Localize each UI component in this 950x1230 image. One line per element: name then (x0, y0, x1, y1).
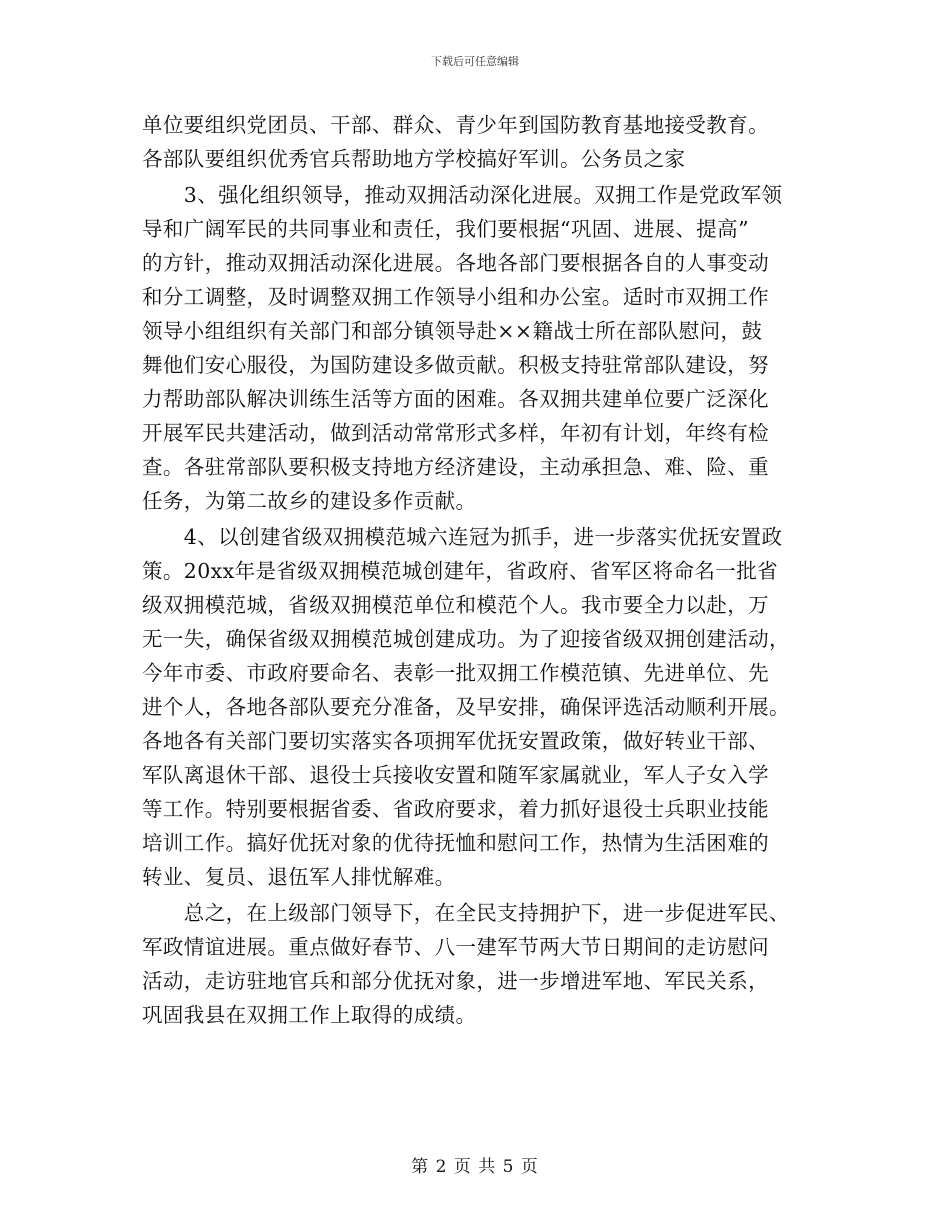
text-line: 进个人，各地各部队要充分准备，及早安排，确保评选活动顺利开展。 (142, 695, 790, 719)
paragraph (142, 108, 812, 176)
text-line: 舞他们安心服役，为国防建设多做贡献。积极支持驻常部队建设，努 (142, 353, 769, 377)
text-line: 导和广阔军民的共同事业和责任，我们要根据“巩固、进展、提高” (142, 217, 749, 241)
text-line: 活动，走访驻地官兵和部分优抚对象，进一步增进军地、军民关系， (142, 969, 769, 993)
text-line: 培训工作。搞好优抚对象的优待抚恤和慰问工作，热情为生活困难的 (142, 831, 769, 855)
text-line: 等工作。特别要根据省委、省政府要求，着力抓好退役士兵职业技能 (142, 797, 769, 821)
text-line: 和分工调整，及时调整双拥工作领导小组和办公室。适时市双拥工作 (142, 285, 769, 309)
paragraph (142, 520, 812, 894)
text-line: 无一失，确保省级双拥模范城创建成功。为了迎接省级双拥创建活动， (142, 627, 790, 651)
text-line: 查。各驻常部队要积极支持地方经济建设，主动承担急、难、险、重 (142, 455, 769, 479)
text-line: 领导小组组织有关部门和部分镇领导赴××籍战士所在部队慰问，鼓 (142, 319, 763, 343)
page-number-footer: 第 2 页 共 5 页 (411, 1157, 539, 1177)
text-line: 级双拥模范城，省级双拥模范单位和模范个人。我市要全力以赴，万 (142, 593, 769, 617)
text-line: 力帮助部队解决训练生活等方面的困难。各双拥共建单位要广泛深化 (142, 387, 769, 411)
paragraph (142, 896, 812, 1032)
text-line: 开展军民共建活动，做到活动常常形式多样，年初有计划，年终有检 (142, 421, 769, 445)
text-line: 今年市委、市政府要命名、表彰一批双拥工作模范镇、先进单位、先 (142, 661, 769, 685)
text-line: 巩固我县在双拥工作上取得的成绩。 (142, 1003, 477, 1027)
text-line: 各部队要组织优秀官兵帮助地方学校搞好军训。公务员之家 (142, 147, 686, 171)
text-line: 军队离退休干部、退役士兵接收安置和随军家属就业，军人子女入学 (142, 763, 769, 787)
text-line: 单位要组织党团员、干部、群众、青少年到国防教育基地接受教育。 (142, 113, 769, 137)
text-line: 各地各有关部门要切实落实各项拥军优抚安置政策，做好转业干部、 (142, 729, 769, 753)
text-line: 转业、复员、退伍军人排忧解难。 (142, 865, 456, 889)
text-line: 任务，为第二故乡的建设多作贡献。 (142, 489, 477, 513)
text-line: 策。20xx年是省级双拥模范城创建年，省政府、省军区将命名一批省 (142, 559, 779, 583)
document-body (142, 108, 812, 1032)
text-line: 3、强化组织领导，推动双拥活动深化进展。双拥工作是党政军领 (142, 183, 783, 207)
text-line: 军政情谊进展。重点做好春节、八一建军节两大节日期间的走访慰问 (142, 935, 769, 959)
text-line: 4、以创建省级双拥模范城六连冠为抓手，进一步落实优抚安置政 (142, 525, 783, 549)
page-header: 下载后可任意编辑 (431, 55, 519, 68)
paragraph (142, 178, 812, 518)
text-line: 总之，在上级部门领导下，在全民支持拥护下，进一步促进军民、 (142, 901, 790, 925)
text-line: 的方针，推动双拥活动深化进展。各地各部门要根据各自的人事变动 (142, 251, 769, 275)
